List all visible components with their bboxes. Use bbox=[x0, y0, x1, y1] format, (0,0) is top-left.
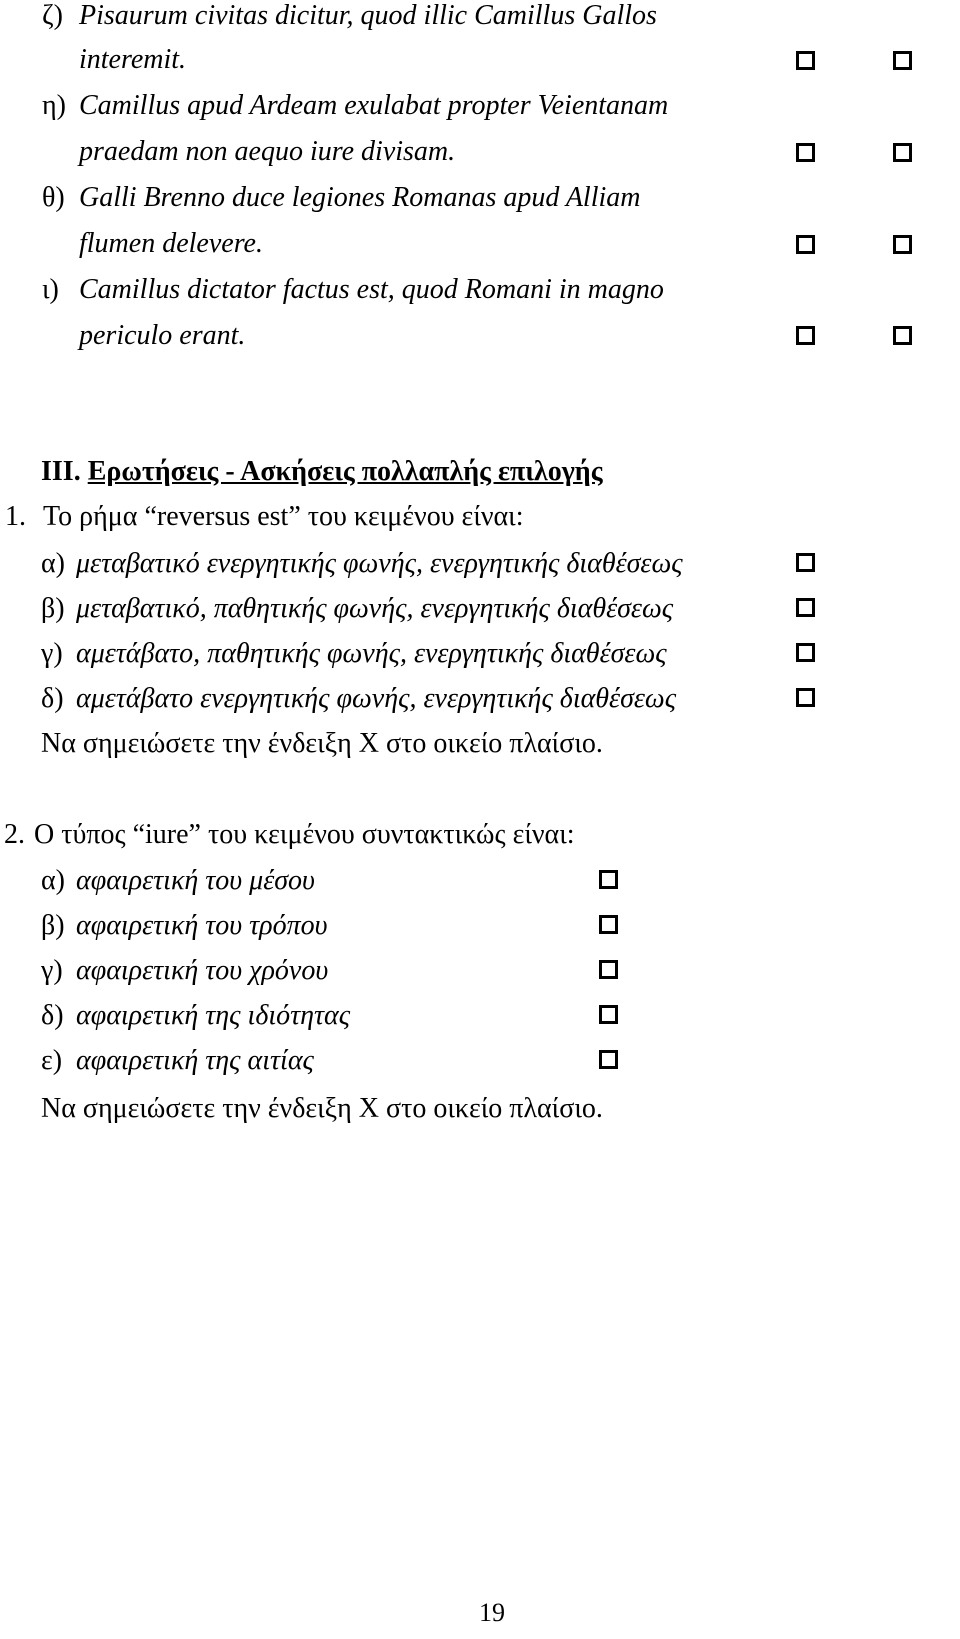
option-checkbox[interactable] bbox=[599, 915, 618, 934]
item-label: ζ) bbox=[42, 0, 63, 31]
question-number: 2. bbox=[4, 819, 25, 850]
option-text: αφαιρετική της ιδιότητας bbox=[76, 1000, 351, 1031]
option-label: α) bbox=[41, 548, 65, 579]
option-text: αφαιρετική της αιτίας bbox=[76, 1045, 314, 1076]
option-label: β) bbox=[41, 593, 65, 624]
stem-text: Ο τύπος bbox=[34, 819, 133, 850]
option-checkbox[interactable] bbox=[599, 870, 618, 889]
option-label: ε) bbox=[41, 1045, 63, 1076]
question-stem bbox=[4, 821, 575, 849]
option-label: γ) bbox=[41, 955, 63, 986]
false-checkbox[interactable] bbox=[893, 51, 912, 70]
item-label: θ) bbox=[42, 182, 65, 213]
item-text-line2: interemit. bbox=[79, 44, 187, 75]
false-checkbox[interactable] bbox=[893, 326, 912, 345]
option-text: αφαιρετική του τρόπου bbox=[76, 910, 328, 941]
true-checkbox[interactable] bbox=[796, 143, 815, 162]
question-stem bbox=[5, 503, 524, 531]
item-text-line2: flumen delevere. bbox=[79, 228, 263, 259]
option-label: δ) bbox=[41, 683, 64, 714]
instruction-text: Να σημειώσετε την ένδειξη Χ στο οικείο πλαίσιο. bbox=[41, 728, 603, 759]
option-checkbox[interactable] bbox=[796, 553, 815, 572]
option-label: γ) bbox=[41, 638, 63, 669]
stem-quoted-term: “iure” bbox=[132, 819, 201, 850]
item-text-line1: Pisaurum civitas dicitur, quod illic Camillus Gallos bbox=[79, 0, 657, 31]
false-checkbox[interactable] bbox=[893, 143, 912, 162]
section-heading bbox=[41, 458, 603, 486]
true-checkbox[interactable] bbox=[796, 235, 815, 254]
section-title: Ερωτήσεις - Ασκήσεις πολλαπλής επιλογής bbox=[87, 456, 603, 487]
option-checkbox[interactable] bbox=[796, 688, 815, 707]
question-number: 1. bbox=[5, 501, 26, 532]
option-text: αφαιρετική του χρόνου bbox=[76, 955, 329, 986]
option-label: δ) bbox=[41, 1000, 64, 1031]
option-checkbox[interactable] bbox=[599, 1050, 618, 1069]
item-text-line2: praedam non aequo iure divisam. bbox=[79, 136, 456, 167]
option-label: β) bbox=[41, 910, 65, 941]
stem-text: του κειμένου είναι: bbox=[300, 501, 524, 532]
option-checkbox[interactable] bbox=[796, 598, 815, 617]
item-text-line1: Camillus dictator factus est, quod Romani in magno bbox=[79, 274, 664, 305]
true-checkbox[interactable] bbox=[796, 51, 815, 70]
item-text-line1: Camillus apud Ardeam exulabat propter Veientanam bbox=[79, 90, 669, 121]
section-numeral: III. bbox=[41, 456, 81, 487]
stem-text: Το ρήμα bbox=[43, 501, 145, 532]
true-checkbox[interactable] bbox=[796, 326, 815, 345]
stem-text: του κειμένου συντακτικώς είναι: bbox=[200, 819, 575, 850]
page-number: 19 bbox=[479, 1598, 505, 1627]
stem-quoted-term: “reversus est” bbox=[144, 501, 301, 532]
option-checkbox[interactable] bbox=[599, 960, 618, 979]
option-text: αμετάβατο, παθητικής φωνής, ενεργητικής διαθέσεως bbox=[76, 638, 667, 669]
item-label: η) bbox=[42, 90, 66, 121]
false-checkbox[interactable] bbox=[893, 235, 912, 254]
option-text: μεταβατικό, παθητικής φωνής, ενεργητικής διαθέσεως bbox=[76, 593, 674, 624]
option-text: αμετάβατο ενεργητικής φωνής, ενεργητικής διαθέσεως bbox=[76, 683, 677, 714]
option-checkbox[interactable] bbox=[796, 643, 815, 662]
option-checkbox[interactable] bbox=[599, 1005, 618, 1024]
option-label: α) bbox=[41, 865, 65, 896]
option-text: μεταβατικό ενεργητικής φωνής, ενεργητικής διαθέσεως bbox=[76, 548, 683, 579]
option-text: αφαιρετική του μέσου bbox=[76, 865, 315, 896]
item-text-line2: periculo erant. bbox=[79, 320, 246, 351]
instruction-text: Να σημειώσετε την ένδειξη Χ στο οικείο πλαίσιο. bbox=[41, 1093, 603, 1124]
item-label: ι) bbox=[42, 274, 59, 305]
item-text-line1: Galli Brenno duce legiones Romanas apud Alliam bbox=[79, 182, 641, 213]
